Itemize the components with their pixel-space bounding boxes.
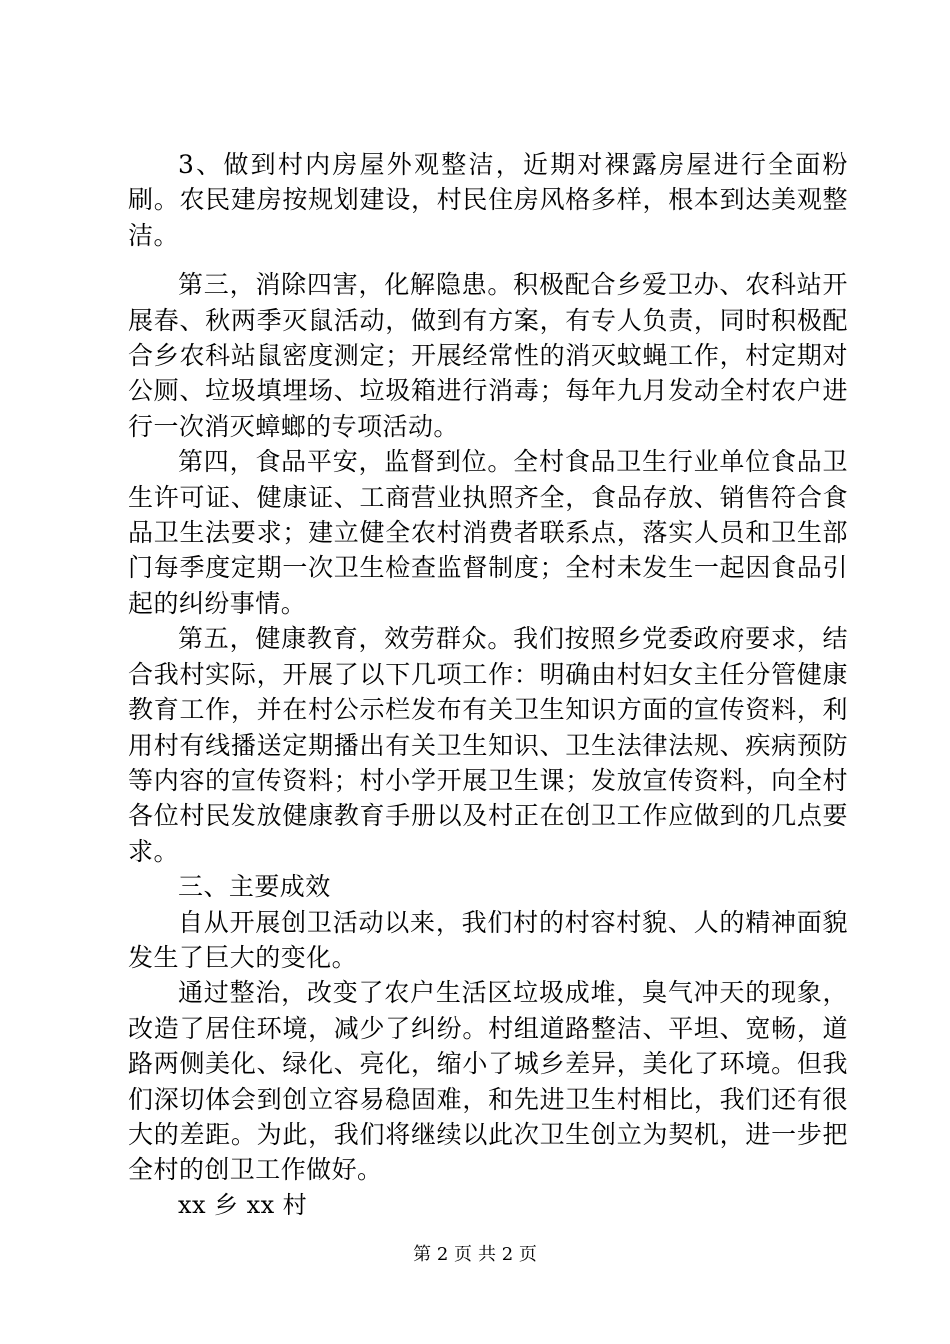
section-heading-main-results: 三、主要成效 xyxy=(178,872,331,902)
paragraph-results-detail: 通过整治，改变了农户生活区垃圾成堆，臭气冲天的现象，改造了居住环境，减少了纠纷。村组道路整洁、平坦、宽畅，道路两侧美化、绿化、亮化，缩小了城乡差异，美化了环境。但我们深切体会到创立容易稳固难，和先进卫生村相比，我们还有很大的差距。为此，我们将继续以此次卫生创立为契机，进一步把全村的创卫工作做好。 xyxy=(128,978,848,1185)
paragraph-gap xyxy=(128,253,848,267)
page-footer xyxy=(0,1244,950,1266)
page-total: 共 2 页 xyxy=(478,1244,537,1265)
paragraph-item-3: 3、做到村内房屋外观整洁，近期对裸露房屋进行全面粉刷。农民建房按规划建设，村民住房风格多样，根本到达美观整洁。 xyxy=(128,150,848,250)
paragraph-health-education: 第五，健康教育，效劳群众。我们按照乡党委政府要求，结合我村实际，开展了以下几项工作：明确由村妇女主任分管健康教育工作，并在村公示栏发布有关卫生知识方面的宣传资料，利用村有线播送定期播出有关卫生知识、卫生法律法规、疾病预防等内容的宣传资料；村小学开展卫生课；发放宣传资料，向全村各位村民发放健康教育手册以及村正在创卫工作应做到的几点要求。 xyxy=(128,624,848,866)
document-body xyxy=(128,147,848,1223)
page-number: 第 2 页 xyxy=(413,1244,472,1265)
paragraph-results-intro: 自从开展创卫活动以来，我们村的村容村貌、人的精神面貌发生了巨大的变化。 xyxy=(128,907,848,972)
paragraph-food-safety: 第四，食品平安，监督到位。全村食品卫生行业单位食品卫生许可证、健康证、工商营业执照齐全，食品存放、销售符合食品卫生法要求；建立健全农村消费者联系点，落实人员和卫生部门每季度定期一次卫生检查监督制度；全村未发生一起因食品引起的纠纷事情。 xyxy=(128,447,848,618)
paragraph-pest-control: 第三，消除四害，化解隐患。积极配合乡爱卫办、农科站开展春、秋两季灭鼠活动，做到有方案，有专人负责，同时积极配合乡农科站鼠密度测定；开展经常性的消灭蚊蝇工作，村定期对公厕、垃圾填埋场、垃圾箱进行消毒；每年九月发动全村农户进行一次消灭蟑螂的专项活动。 xyxy=(128,270,848,441)
signature-village: xx 乡 xx 村 xyxy=(178,1190,308,1219)
